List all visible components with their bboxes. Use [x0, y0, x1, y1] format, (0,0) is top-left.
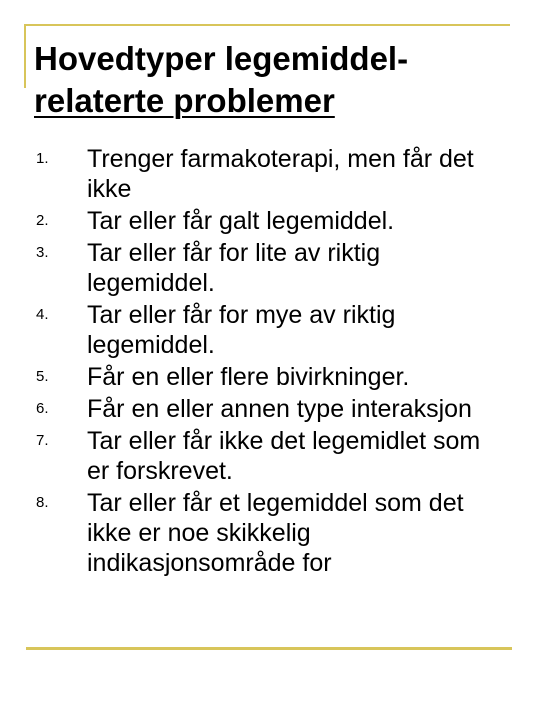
list-item-text: Tar eller får ikke det legemidlet som er forskrevet. — [87, 427, 481, 485]
list-item — [36, 426, 506, 486]
list-item-text: Får en eller annen type interaksjon — [87, 395, 472, 423]
list-item-number: 8. — [36, 494, 49, 511]
slide-title — [34, 38, 514, 122]
list-item-number: 2. — [36, 212, 49, 229]
list-item — [36, 362, 506, 392]
list-item-number: 4. — [36, 306, 49, 323]
title-line-2: relaterte problemer — [34, 82, 335, 119]
list-item-number: 1. — [36, 150, 49, 167]
list-item-text: Trenger farmakoterapi, men får det ikke — [87, 145, 474, 203]
list-item-text: Tar eller får for mye av riktig legemiddel. — [87, 301, 396, 359]
list-item — [36, 488, 506, 578]
decorative-left-line — [24, 24, 26, 88]
list-item-number: 3. — [36, 244, 49, 261]
list-item-number: 5. — [36, 368, 49, 385]
decorative-top-line — [24, 24, 510, 26]
list-item-number: 7. — [36, 432, 49, 449]
list-item — [36, 144, 506, 204]
list-item — [36, 206, 506, 236]
problem-list — [36, 144, 506, 580]
list-item-text: Tar eller får for lite av riktig legemiddel. — [87, 239, 381, 297]
list-item-text: Tar eller får et legemiddel som det ikke er noe skikkelig indikasjonsområde for — [87, 489, 464, 577]
list-item — [36, 394, 506, 424]
list-item — [36, 300, 506, 360]
decorative-bottom-line — [26, 647, 512, 650]
list-item — [36, 238, 506, 298]
list-item-text: Tar eller får galt legemiddel. — [87, 207, 395, 235]
list-item-text: Får en eller flere bivirkninger. — [87, 363, 410, 391]
list-item-number: 6. — [36, 400, 49, 417]
title-line-1: Hovedtyper legemiddel- — [34, 40, 409, 77]
